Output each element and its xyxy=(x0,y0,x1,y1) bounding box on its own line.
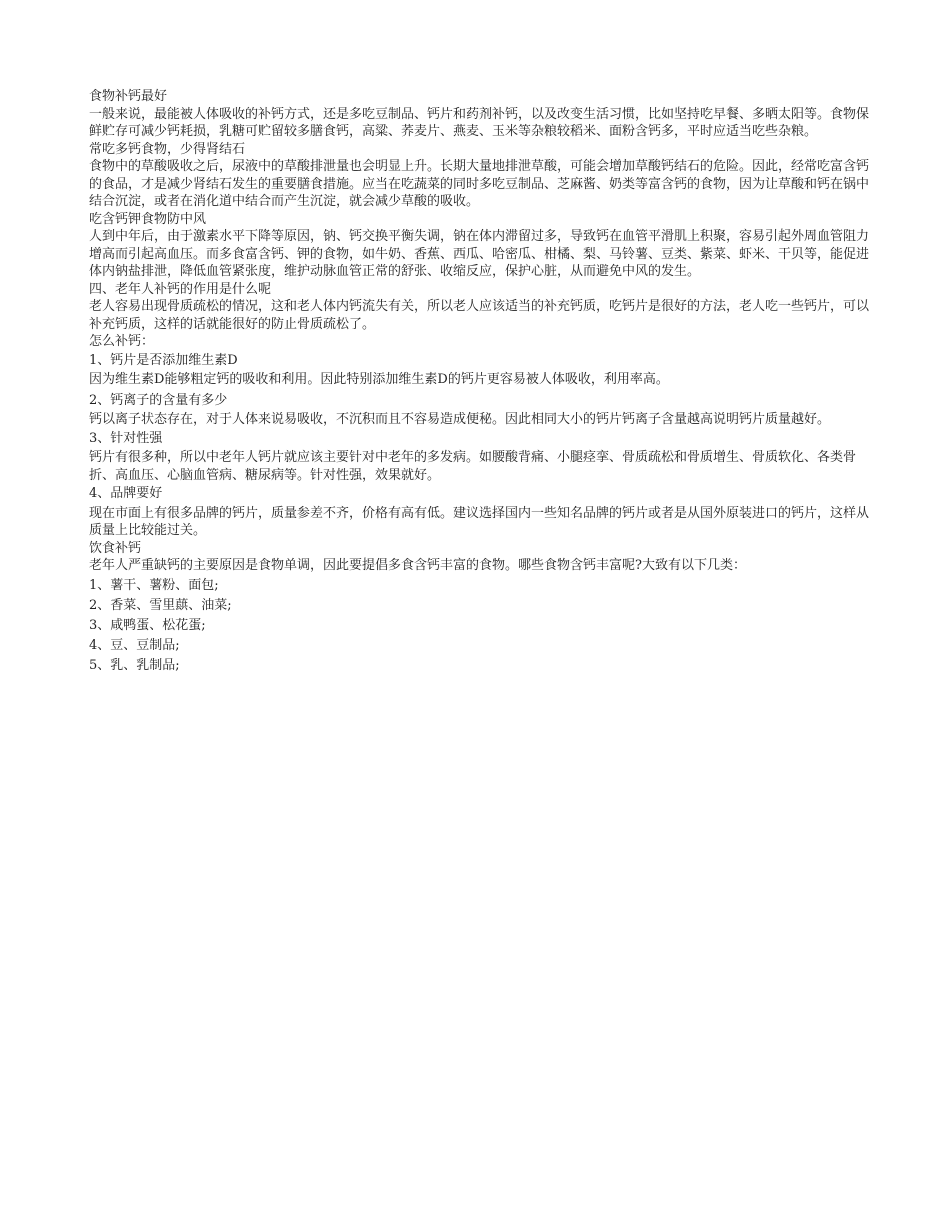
list-item: 1、薯干、薯粉、面包; xyxy=(89,577,219,593)
section-body-kidney-stones: 食物中的草酸吸收之后，尿液中的草酸排泄量也会明显上升。长期大量地排泄草酸，可能会增加草酸钙结石的危险。因此，经常吃富含钙的食品，才是减少肾结石发生的重要膳食措施。应当在吃蔬菜的同时多吃豆制品、芝麻酱、奶类等富含钙的食物，因为让草酸和钙在锅中结合沉淀，或者在消化道中结合而产生沉淀，就会减少草酸的吸收。 xyxy=(89,159,870,209)
point-title-targeted: 3、针对性强 xyxy=(89,430,163,446)
list-item: 2、香菜、雪里蕻、油菜; xyxy=(89,597,232,613)
list-item: 4、豆、豆制品; xyxy=(89,637,180,653)
point-title-vitamin-d: 1、钙片是否添加维生素D xyxy=(89,352,238,368)
article xyxy=(89,88,869,677)
point-body-ion-content: 钙以离子状态存在，对于人体来说易吸收，不沉积而且不容易造成便秘。因此相同大小的钙片钙离子含量越高说明钙片质量越好。 xyxy=(89,412,831,427)
section-body-elderly: 老人容易出现骨质疏松的情况，这和老人体内钙流失有关，所以老人应该适当的补充钙质，吃钙片是很好的方法，老人吃一些钙片，可以补充钙质，这样的话就能很好的防止骨质疏松了。 xyxy=(89,299,870,332)
section-heading-kidney-stones: 常吃多钙食物，少得肾结石 xyxy=(89,141,246,157)
section-heading-stroke: 吃含钙钾食物防中风 xyxy=(89,211,207,227)
section-body-stroke: 人到中年后，由于激素水平下降等原因，钠、钙交换平衡失调，钠在体内滞留过多，导致钙在血管平滑肌上积聚，容易引起外周血管阻力增高而引起高血压。而多食富含钙、钾的食物，如牛奶、香蕉、西瓜、哈密瓜、柑橘、梨、马铃薯、豆类、紫菜、虾米、干贝等，能促进体内钠盐排泄，降低血管紧张度，维护动脉血管正常的舒张、收缩反应，保护心脏，从而避免中风的发生。 xyxy=(89,229,870,279)
section-body-food-calcium: 一般来说，最能被人体吸收的补钙方式，还是多吃豆制品、钙片和药剂补钙，以及改变生活习惯，比如坚持吃早餐、多晒太阳等。食物保鲜贮存可减少钙耗损，乳糖可贮留较多膳食钙，高粱、荞麦片、燕麦、玉米等杂粮较稻米、面粉含钙多，平时应适当吃些杂粮。 xyxy=(89,106,870,139)
list-item: 5、乳、乳制品; xyxy=(89,657,180,673)
section-heading-food-calcium: 食物补钙最好 xyxy=(89,89,168,104)
point-title-brand: 4、品牌要好 xyxy=(89,486,163,501)
point-body-brand: 现在市面上有很多品牌的钙片，质量参差不齐，价格有高有低。建议选择国内一些知名品牌的钙片或者是从国外原装进口的钙片，这样从质量上比较能过关。 xyxy=(89,505,870,538)
list-item: 3、咸鸭蛋、松花蛋; xyxy=(89,617,206,633)
point-body-targeted: 钙片有很多种，所以中老年人钙片就应该主要针对中老年的多发病。如腰酸背痛、小腿痉挛、骨质疏松和骨质增生、骨质软化、各类骨折、高血压、心脑血管病、糖尿病等。针对性强，效果就好。 xyxy=(89,450,857,483)
section-heading-elderly: 四、老年人补钙的作用是什么呢 xyxy=(89,281,272,297)
section-heading-diet: 饮食补钙 xyxy=(89,540,142,556)
point-body-vitamin-d: 因为维生素D能够粗定钙的吸收和利用。因此特别添加维生素D的钙片更容易被人体吸收，利用率高。 xyxy=(89,372,669,387)
section-heading-how: 怎么补钙： xyxy=(89,334,155,349)
section-body-diet: 老年人严重缺钙的主要原因是食物单调，因此要提倡多食含钙丰富的食物。哪些食物含钙丰富呢?大致有以下几类： xyxy=(89,558,746,573)
point-title-ion-content: 2、钙离子的含量有多少 xyxy=(89,392,228,408)
